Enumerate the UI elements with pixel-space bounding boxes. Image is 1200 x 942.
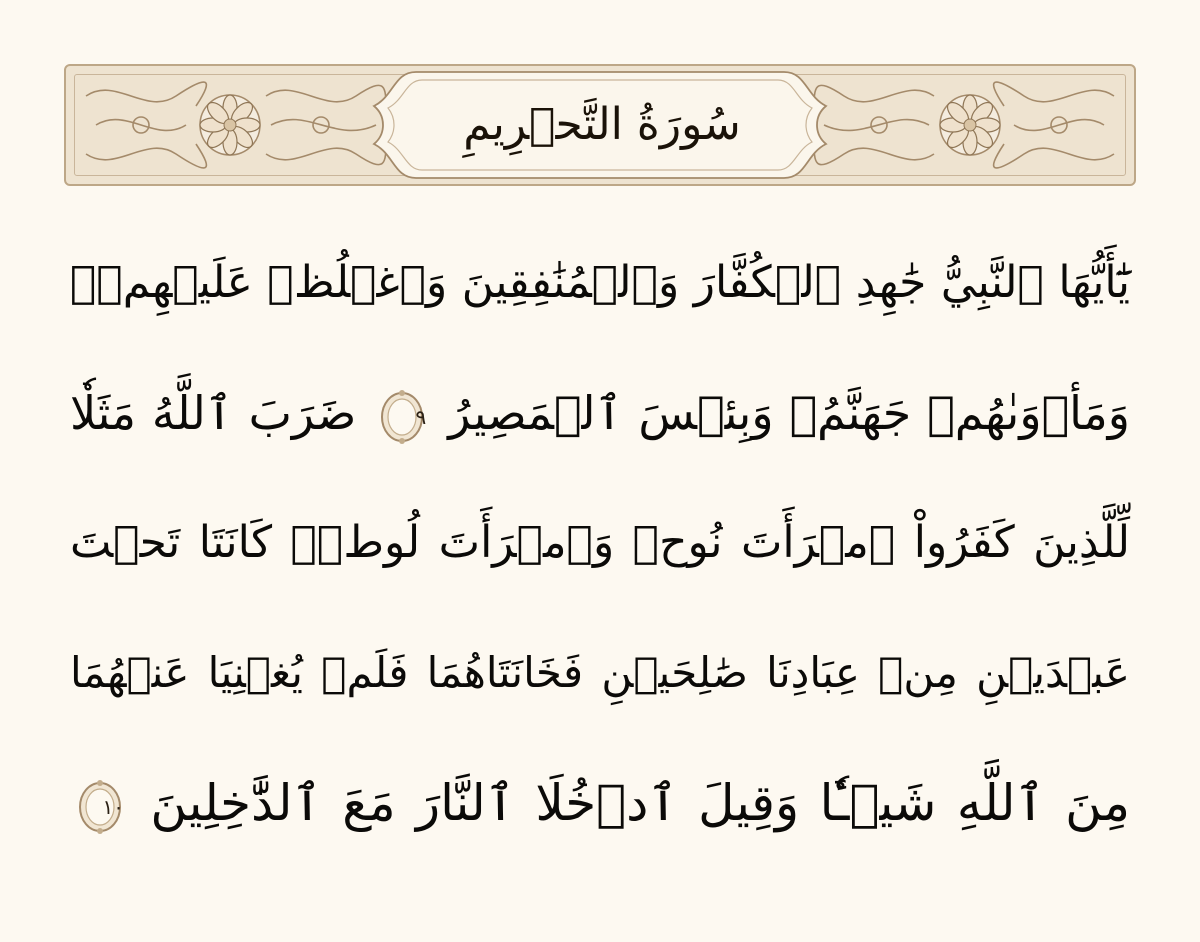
ayah-number: ٩ — [415, 404, 427, 429]
ayah-number: ١٠ — [102, 794, 124, 819]
verse-text: مِنَ ٱللَّهِ شَيۡـٔٗا وَقِيلَ ٱدۡخُلَا ٱلنَّارَ مَعَ ٱلدَّٰخِلِينَ — [150, 774, 1130, 832]
verse-line-2 — [70, 348, 1130, 478]
verse-text: لِّلَّذِينَ كَفَرُواْ ٱمۡرَأَتَ نُوحٖ وَٱمۡرَأَتَ لُوطٖۖ كَانَتَا تَحۡتَ — [70, 517, 1130, 568]
verse-text: ضَرَبَ ٱللَّهُ مَثَلٗا — [70, 386, 357, 440]
verse-text-block — [70, 218, 1130, 868]
verse-text: عَبۡدَيۡنِ مِنۡ عِبَادِنَا صَٰلِحَيۡنِ فَخَانَتَاهُمَا فَلَمۡ يُغۡنِيَا عَنۡهُمَا — [70, 648, 1130, 697]
verse-line-4 — [70, 608, 1130, 738]
right-rosette-icon — [940, 95, 1000, 155]
verse-text: يَٰٓأَيُّهَا ٱلنَّبِيُّ جَٰهِدِ ٱلۡكُفَّارَ وَٱلۡمُنَٰفِقِينَ وَٱغۡلُظۡ عَلَيۡهِمۡۚ — [70, 257, 1130, 308]
verse-line-1 — [70, 218, 1130, 348]
verse-text: وَمَأۡوَىٰهُمۡ جَهَنَّمُۖ وَبِئۡسَ ٱلۡمَصِيرُ — [448, 386, 1131, 440]
ayah-end-marker — [378, 389, 426, 445]
ayah-end-marker — [76, 779, 124, 835]
verse-line-5 — [70, 738, 1130, 868]
surah-title: سُورَةُ التَّحۡرِيمِ — [463, 99, 741, 150]
left-rosette-icon — [200, 95, 260, 155]
verse-line-3 — [70, 478, 1130, 608]
surah-header-banner — [64, 64, 1136, 186]
